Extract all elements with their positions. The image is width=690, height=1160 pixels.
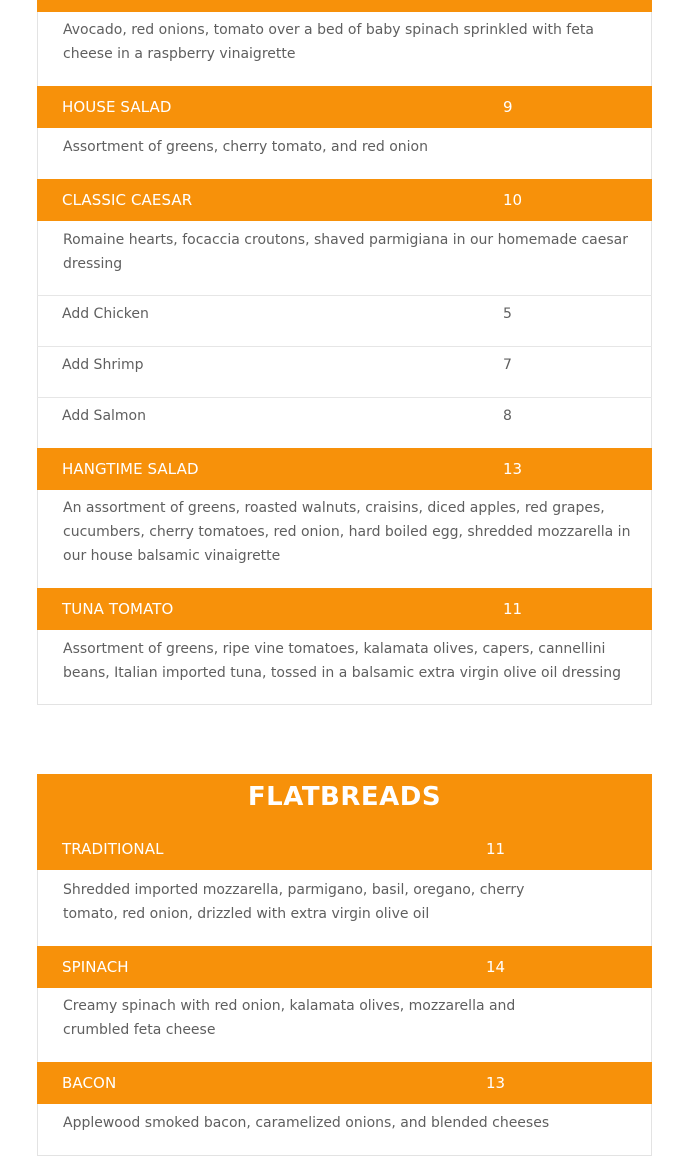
addon-name: Add Salmon: [62, 408, 146, 424]
item-name: SPINACH: [62, 958, 129, 976]
menu-item-spinach: [37, 946, 652, 988]
item-name: CLASSIC CAESAR: [62, 191, 193, 209]
menu-item-classic-caesar: [37, 179, 652, 221]
salads-menu-table: [37, 0, 652, 705]
flatbreads-menu-table: [37, 774, 652, 1156]
item-price: 14: [486, 958, 506, 976]
item-name: BACON: [62, 1074, 117, 1092]
item-price: 9: [503, 98, 513, 116]
menu-item-traditional: [37, 828, 652, 870]
item-description: Creamy spinach with red onion, kalamata olives, mozzarella and crumbled feta cheese: [63, 998, 516, 1038]
item-description: Assortment of greens, cherry tomato, and red onion: [63, 139, 428, 155]
item-price: 11: [486, 840, 506, 858]
item-name: HANGTIME SALAD: [62, 460, 199, 478]
item-name: TUNA TOMATO: [62, 600, 174, 618]
addon-price: 5: [503, 306, 512, 322]
addon-price: 7: [503, 357, 512, 373]
menu-item-house-salad: [37, 86, 652, 128]
item-price: 13: [503, 460, 523, 478]
menu-item-hangtime-salad: [37, 448, 652, 490]
item-price: 13: [486, 1074, 506, 1092]
item-name: TRADITIONAL: [62, 840, 164, 858]
item-description: An assortment of greens, roasted walnuts, craisins, diced apples, red grapes, cucumbers, cherry tomatoes, red onion, hard boiled egg, shredded mozzarella in our house balsamic vinaigrette: [63, 500, 631, 564]
item-price: 10: [503, 191, 523, 209]
addon-name: Add Shrimp: [62, 357, 144, 373]
addon-row-salmon: [37, 397, 652, 448]
salads-top-strip: [37, 0, 652, 12]
addon-row-chicken: [37, 295, 652, 346]
menu-item-bacon: [37, 1062, 652, 1104]
salad-intro-description: Avocado, red onions, tomato over a bed of baby spinach sprinkled with feta cheese in a raspberry vinaigrette: [63, 22, 594, 62]
addon-price: 8: [503, 408, 512, 424]
item-name: HOUSE SALAD: [62, 98, 172, 116]
item-price: 11: [503, 600, 523, 618]
section-title-flatbreads: FLATBREADS: [37, 774, 652, 828]
item-description: Romaine hearts, focaccia croutons, shaved parmigiana in our homemade caesar dressing: [63, 232, 628, 272]
item-description: Assortment of greens, ripe vine tomatoes, kalamata olives, capers, cannellini beans, Italian imported tuna, tossed in a balsamic extra virgin olive oil dressing: [63, 641, 622, 681]
menu-item-tuna-tomato: [37, 588, 652, 630]
item-description: Applewood smoked bacon, caramelized onions, and blended cheeses: [63, 1115, 550, 1131]
addon-name: Add Chicken: [62, 306, 149, 322]
addon-row-shrimp: [37, 346, 652, 397]
item-description: Shredded imported mozzarella, parmigano, basil, oregano, cherry tomato, red onion, drizzled with extra virgin olive oil: [63, 882, 525, 922]
